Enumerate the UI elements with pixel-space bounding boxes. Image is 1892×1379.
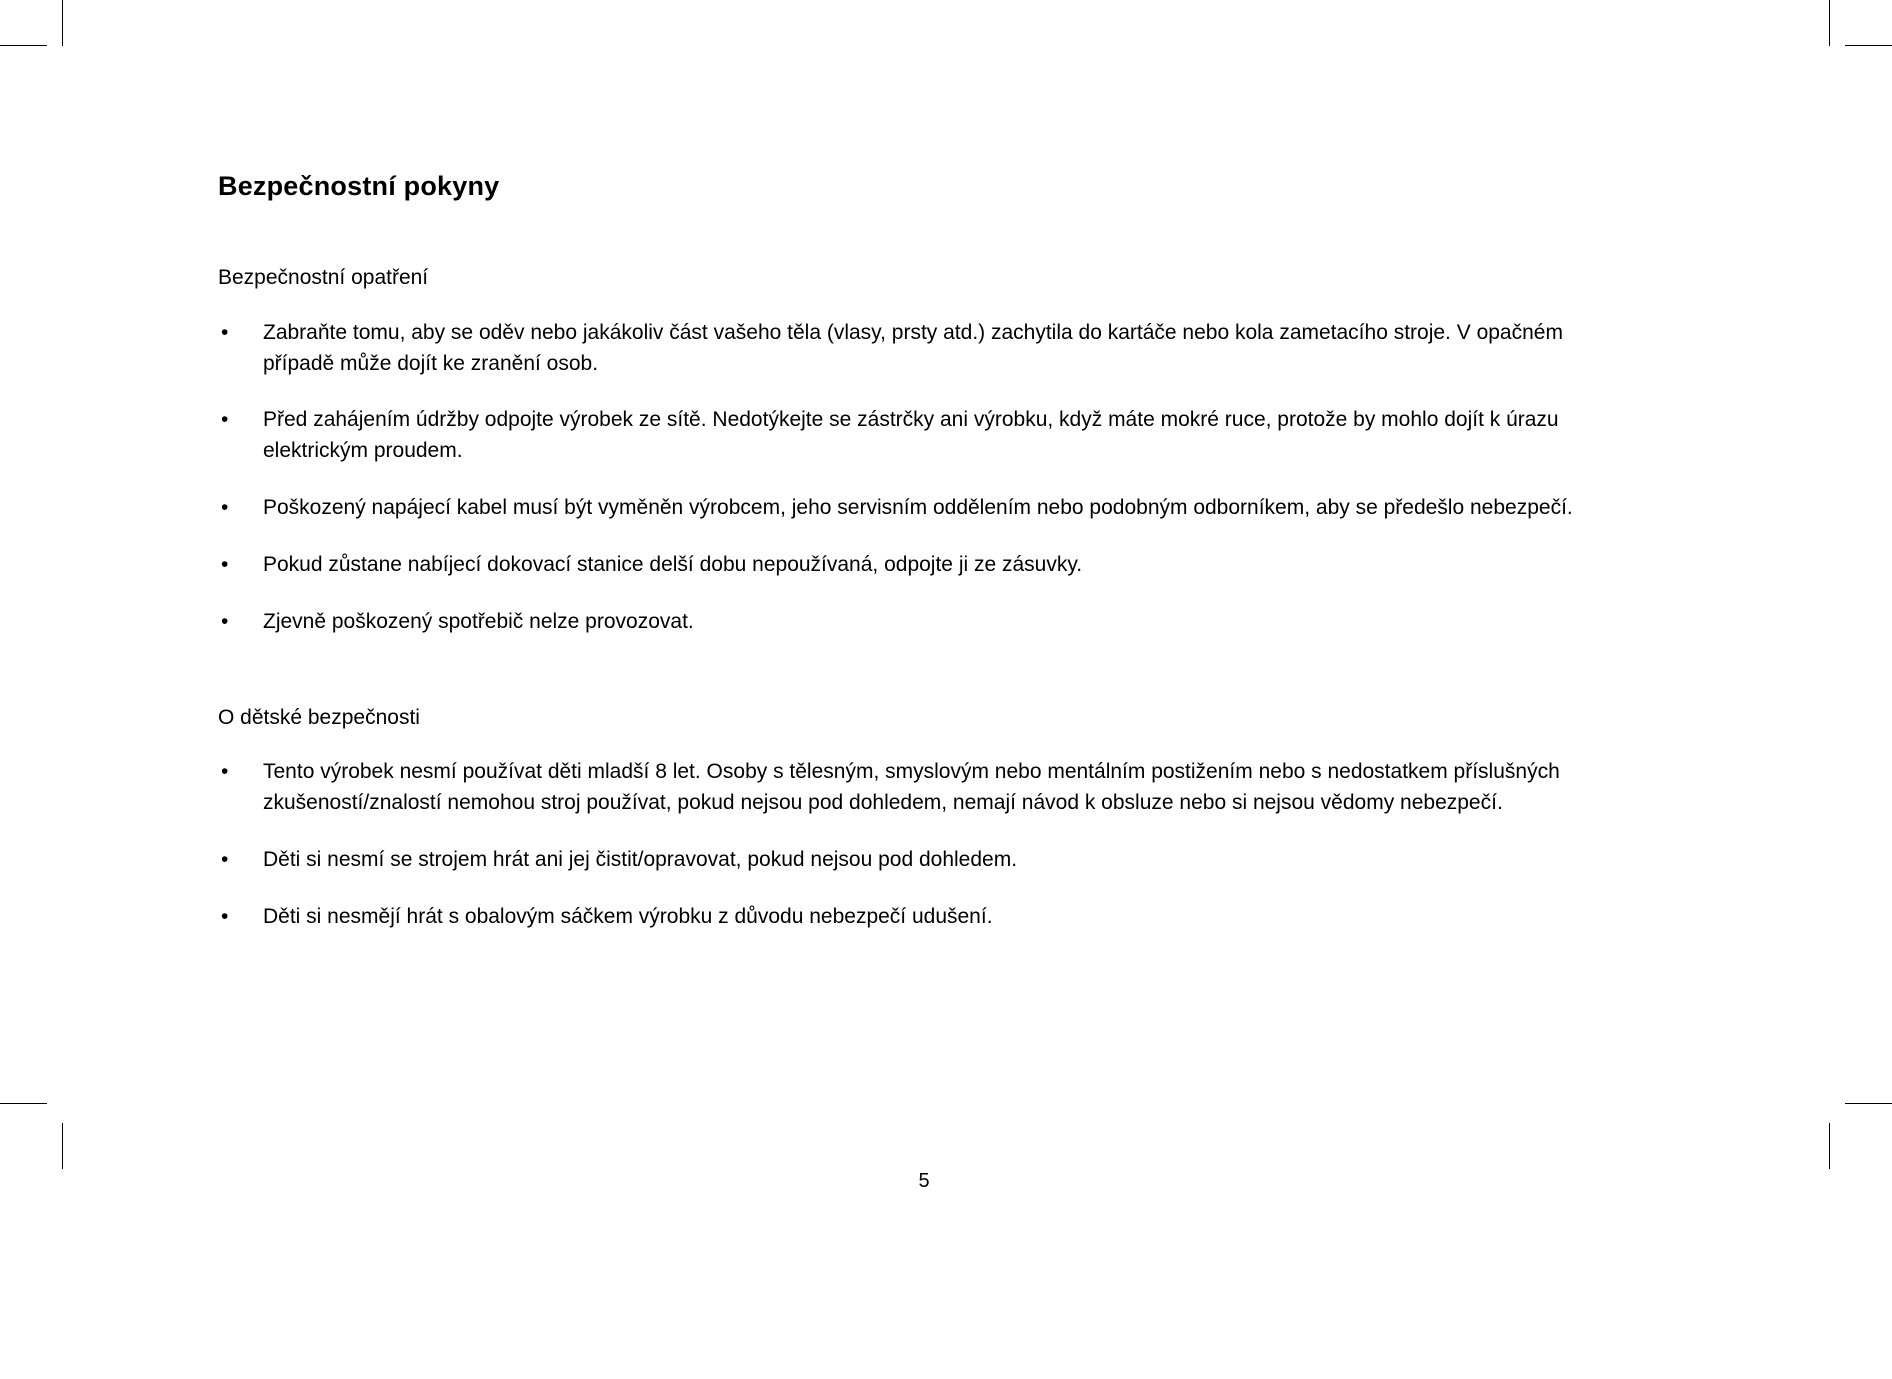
list-item — [218, 405, 1630, 467]
bullet-icon: • — [221, 609, 229, 633]
document-content — [218, 170, 1630, 1192]
page-number: 5 — [918, 1170, 930, 1192]
crop-mark-bottom-left-horizontal — [0, 1103, 47, 1104]
bullet-icon: • — [221, 552, 229, 576]
list-item-text: Zjevně poškozený spotřebič nelze provozovat. — [263, 609, 694, 633]
crop-mark-bottom-right-vertical — [1829, 1123, 1830, 1169]
bullet-icon: • — [221, 320, 229, 344]
list-item-text: Děti si nesmějí hrát s obalovým sáčkem výrobku z důvodu nebezpečí udušení. — [263, 904, 993, 928]
list-item — [218, 757, 1630, 819]
crop-mark-bottom-left-vertical — [62, 1123, 63, 1169]
crop-mark-top-left-vertical — [62, 0, 63, 46]
list-item-text: Pokud zůstane nabíjecí dokovací stanice delší dobu nepoužívaná, odpojte ji ze zásuvky. — [263, 552, 1083, 576]
crop-mark-top-left-horizontal — [0, 45, 47, 46]
list-item — [218, 902, 1630, 933]
bullet-list — [218, 757, 1630, 932]
list-item — [218, 607, 1630, 638]
bullet-icon: • — [221, 904, 229, 928]
bullet-list — [218, 318, 1630, 638]
crop-mark-top-right-vertical — [1829, 0, 1830, 46]
bullet-icon: • — [221, 847, 229, 871]
list-item-text: Děti si nesmí se strojem hrát ani jej čistit/opravovat, pokud nejsou pod dohledem. — [263, 847, 1018, 871]
list-item-text: Poškozený napájecí kabel musí být vyměněn výrobcem, jeho servisním oddělením nebo podobným odborníkem, aby se předešlo nebezpečí. — [263, 496, 1573, 520]
crop-mark-bottom-right-horizontal — [1845, 1103, 1892, 1104]
bullet-icon: • — [221, 760, 229, 783]
section-heading: Bezpečnostní opatření — [218, 266, 429, 290]
list-item — [218, 493, 1630, 524]
list-item — [218, 550, 1630, 581]
section-child-safety — [218, 704, 1630, 933]
list-item-text: Tento výrobek nesmí používat děti mladší 8 let. Osoby s tělesným, smyslovým nebo mentálním postižením nebo s nedostatkem příslušných zkušeností/znalostí nemohou stroj používat, pokud nejsou pod dohledem, nemají návod k obsluze nebo si nejsou vědomy nebezpečí. — [263, 760, 1560, 814]
page-title: Bezpečnostní pokyny — [218, 171, 500, 201]
crop-mark-top-right-horizontal — [1845, 45, 1892, 46]
list-item — [218, 318, 1630, 380]
section-heading: O dětské bezpečnosti — [218, 705, 420, 729]
list-item-text: Zabraňte tomu, aby se oděv nebo jakákoliv část vašeho těla (vlasy, prsty atd.) zachytila do kartáče nebo kola zametacího stroje. V opačném případě může dojít ke zranění osob. — [263, 320, 1563, 375]
bullet-icon: • — [221, 496, 229, 520]
list-item-text: Před zahájením údržby odpojte výrobek ze sítě. Nedotýkejte se zástrčky ani výrobku, když máte mokré ruce, protože by mohlo dojít k úrazu elektrickým proudem. — [263, 408, 1559, 463]
bullet-icon: • — [221, 408, 229, 432]
list-item — [218, 845, 1630, 876]
section-safety-measures — [218, 264, 1630, 637]
